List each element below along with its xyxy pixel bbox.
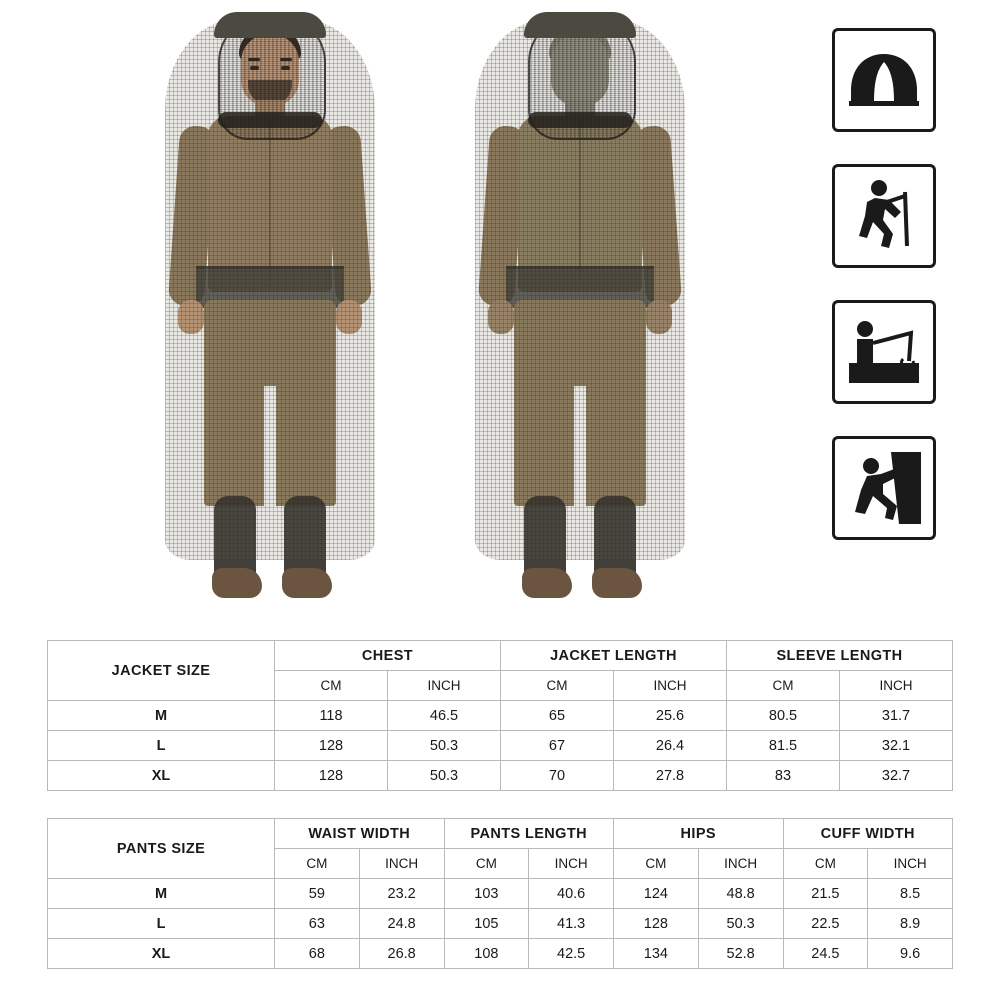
jacket-xl-chest-cm: 128 xyxy=(275,761,388,791)
jacket-unit-3: INCH xyxy=(614,671,727,701)
jacket-m-sleeve-cm: 80.5 xyxy=(727,701,840,731)
table-row xyxy=(48,641,953,671)
pants-m-length-cm: 103 xyxy=(444,879,529,909)
jacket-size-header: JACKET SIZE xyxy=(48,641,275,701)
pants-m-hips-inch: 48.8 xyxy=(698,879,783,909)
pants-m-cuff-cm: 21.5 xyxy=(783,879,868,909)
jacket-group-chest: CHEST xyxy=(275,641,501,671)
jacket-group-sleeve: SLEEVE LENGTH xyxy=(727,641,953,671)
mesh-pants xyxy=(204,300,336,506)
table-row xyxy=(48,701,953,731)
model-eye-right xyxy=(281,66,290,70)
pants-m-cuff-inch: 8.5 xyxy=(868,879,953,909)
pants-row-size-l: L xyxy=(48,909,275,939)
model-front-view xyxy=(120,8,420,618)
model-head-back xyxy=(551,34,609,106)
model-shoe-right-back xyxy=(592,568,642,598)
pants-row-size-xl: XL xyxy=(48,939,275,969)
pants-l-hips-cm: 128 xyxy=(614,909,699,939)
jacket-l-chest-cm: 128 xyxy=(275,731,388,761)
pants-l-waist-inch: 24.8 xyxy=(359,909,444,939)
jacket-row-size-l: L xyxy=(48,731,275,761)
model-hand-left-back xyxy=(488,300,514,334)
pants-group-length: PANTS LENGTH xyxy=(444,819,614,849)
jacket-xl-sleeve-inch: 32.7 xyxy=(840,761,953,791)
pants-xl-waist-cm: 68 xyxy=(275,939,360,969)
jacket-l-sleeve-cm: 81.5 xyxy=(727,731,840,761)
pants-row-size-m: M xyxy=(48,879,275,909)
pants-xl-waist-inch: 26.8 xyxy=(359,939,444,969)
jacket-unit-2: CM xyxy=(501,671,614,701)
pants-group-cuff: CUFF WIDTH xyxy=(783,819,953,849)
pants-xl-length-inch: 42.5 xyxy=(529,939,614,969)
pants-l-hips-inch: 50.3 xyxy=(698,909,783,939)
model-back-view xyxy=(430,8,730,618)
jacket-size-table-wrapper xyxy=(47,640,953,791)
pants-size-table xyxy=(47,818,953,969)
jacket-m-chest-inch: 46.5 xyxy=(388,701,501,731)
pants-l-length-cm: 105 xyxy=(444,909,529,939)
pants-m-waist-inch: 23.2 xyxy=(359,879,444,909)
model-brow-right xyxy=(280,58,292,61)
model-body-back xyxy=(430,8,730,618)
model-brow-left xyxy=(248,58,260,61)
model-shoe-left xyxy=(212,568,262,598)
jacket-xl-length-inch: 27.8 xyxy=(614,761,727,791)
jacket-unit-5: INCH xyxy=(840,671,953,701)
mesh-pants-back xyxy=(514,300,646,506)
jacket-xl-length-cm: 70 xyxy=(501,761,614,791)
activity-icon-list xyxy=(832,28,942,572)
pants-m-hips-cm: 124 xyxy=(614,879,699,909)
pants-l-cuff-cm: 22.5 xyxy=(783,909,868,939)
pants-unit-7: INCH xyxy=(868,849,953,879)
pants-unit-0: CM xyxy=(275,849,360,879)
model-shoe-left-back xyxy=(522,568,572,598)
jacket-l-length-inch: 26.4 xyxy=(614,731,727,761)
hiking-icon xyxy=(832,164,936,268)
pants-xl-hips-inch: 52.8 xyxy=(698,939,783,969)
jacket-unit-0: CM xyxy=(275,671,388,701)
jacket-m-length-inch: 25.6 xyxy=(614,701,727,731)
pants-xl-hips-cm: 134 xyxy=(614,939,699,969)
pants-l-cuff-inch: 8.9 xyxy=(868,909,953,939)
pants-group-waist: WAIST WIDTH xyxy=(275,819,445,849)
pants-m-length-inch: 40.6 xyxy=(529,879,614,909)
jacket-l-chest-inch: 50.3 xyxy=(388,731,501,761)
jacket-row-size-xl: XL xyxy=(48,761,275,791)
table-row xyxy=(48,731,953,761)
fishing-icon xyxy=(832,300,936,404)
model-hand-right xyxy=(336,300,362,334)
table-row xyxy=(48,761,953,791)
tent-icon xyxy=(832,28,936,132)
jacket-unit-4: CM xyxy=(727,671,840,701)
jacket-size-table xyxy=(47,640,953,791)
jacket-xl-chest-inch: 50.3 xyxy=(388,761,501,791)
model-eye-left xyxy=(250,66,259,70)
model-hand-right-back xyxy=(646,300,672,334)
jacket-row-size-m: M xyxy=(48,701,275,731)
pants-size-table-wrapper xyxy=(47,818,953,969)
pants-xl-length-cm: 108 xyxy=(444,939,529,969)
jacket-group-length: JACKET LENGTH xyxy=(501,641,727,671)
jacket-xl-sleeve-cm: 83 xyxy=(727,761,840,791)
pants-unit-2: CM xyxy=(444,849,529,879)
jacket-unit-1: INCH xyxy=(388,671,501,701)
pants-xl-cuff-inch: 9.6 xyxy=(868,939,953,969)
jacket-l-sleeve-inch: 32.1 xyxy=(840,731,953,761)
table-row xyxy=(48,909,953,939)
pants-unit-1: INCH xyxy=(359,849,444,879)
pants-size-header: PANTS SIZE xyxy=(48,819,275,879)
jacket-l-length-cm: 67 xyxy=(501,731,614,761)
table-row xyxy=(48,939,953,969)
pants-l-waist-cm: 63 xyxy=(275,909,360,939)
table-row xyxy=(48,819,953,849)
model-body-front xyxy=(120,8,420,618)
table-row xyxy=(48,879,953,909)
pants-m-waist-cm: 59 xyxy=(275,879,360,909)
model-shoe-right xyxy=(282,568,332,598)
pants-unit-5: INCH xyxy=(698,849,783,879)
jacket-m-length-cm: 65 xyxy=(501,701,614,731)
pants-unit-6: CM xyxy=(783,849,868,879)
pants-l-length-inch: 41.3 xyxy=(529,909,614,939)
pants-group-hips: HIPS xyxy=(614,819,784,849)
model-hand-left xyxy=(178,300,204,334)
jacket-m-chest-cm: 118 xyxy=(275,701,388,731)
pants-unit-3: INCH xyxy=(529,849,614,879)
pants-xl-cuff-cm: 24.5 xyxy=(783,939,868,969)
jacket-m-sleeve-inch: 31.7 xyxy=(840,701,953,731)
pants-unit-4: CM xyxy=(614,849,699,879)
climbing-icon xyxy=(832,436,936,540)
